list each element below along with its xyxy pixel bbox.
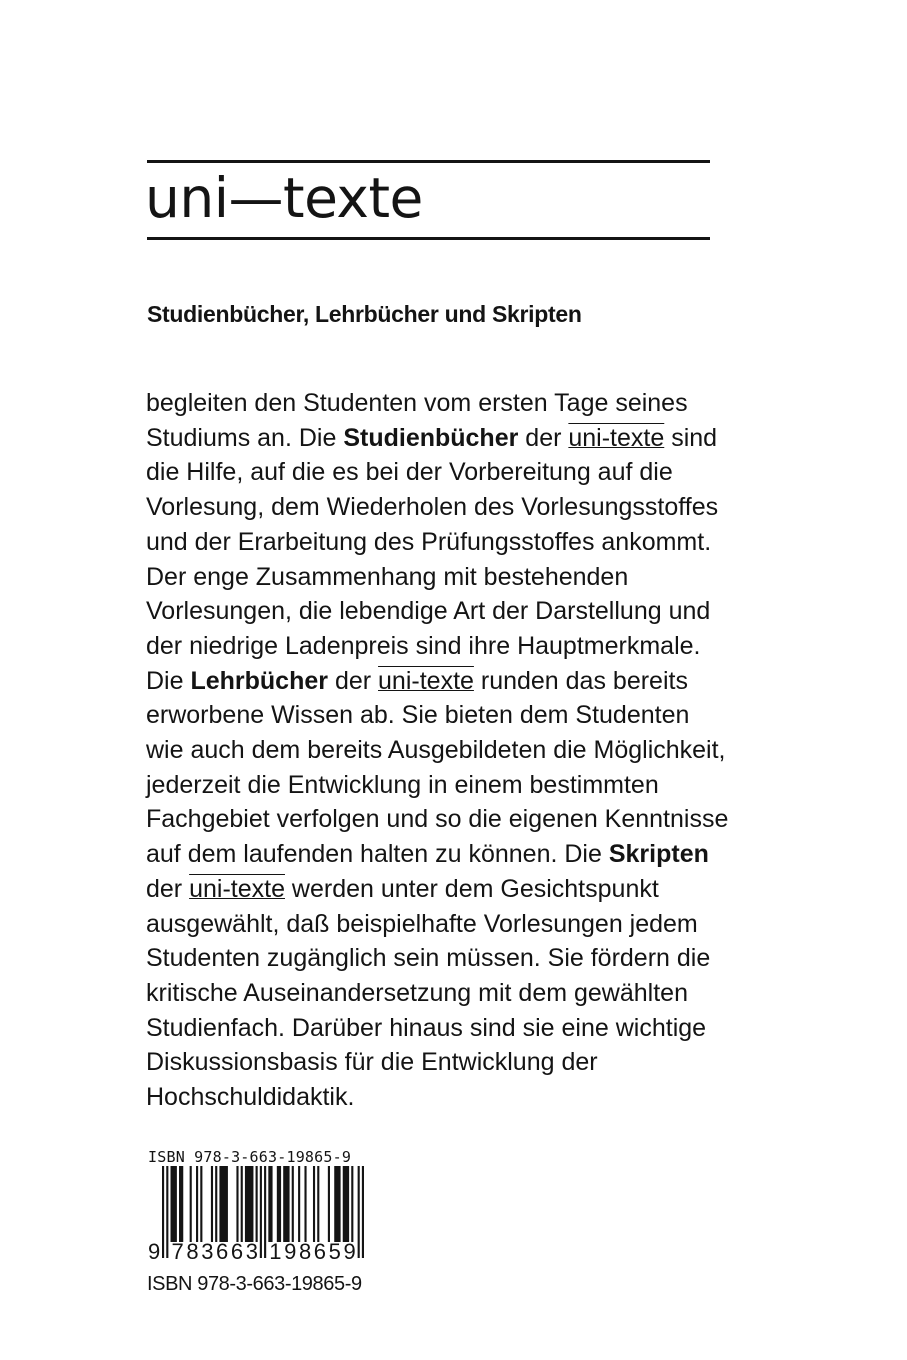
text-line: Vorlesungen, die lebendige Art der Darstellung und: [146, 597, 711, 626]
barcode-bar-12: [245, 1166, 254, 1242]
text-line: wie auch dem bereits Ausgebildeten die Möglichkeit,: [146, 736, 726, 765]
text-span: runden das bereits: [473, 666, 688, 695]
series-brand: uni-texte: [568, 423, 665, 452]
barcode-bar-2: [171, 1166, 177, 1242]
barcode-bar-25: [334, 1166, 340, 1242]
text-line: der niedrige Ladenpreis sind ihre Hauptmerkmale.: [146, 631, 701, 660]
barcode-bar-11: [241, 1166, 243, 1242]
barcode-bar-26: [343, 1166, 349, 1242]
text-line: ausgewählt, daß beispielhafte Vorlesungen jedem: [146, 909, 698, 938]
barcode-bar-3: [179, 1166, 183, 1242]
text-span: der: [146, 874, 190, 903]
text-span: sind: [664, 423, 718, 452]
barcode-bar-7: [211, 1166, 213, 1242]
text-line: Diskussionsbasis für die Entwicklung der: [146, 1048, 598, 1077]
text-line: Studienfach. Darüber hinaus sind sie eine wichtige: [146, 1013, 707, 1042]
description-paragraph: [146, 386, 786, 1115]
barcode-bar-13: [256, 1166, 258, 1242]
barcode-bar-18: [283, 1166, 289, 1242]
barcode-bar-20: [298, 1166, 300, 1242]
text-span: Studiums an. Die: [146, 423, 344, 452]
barcode-bar-10: [236, 1166, 238, 1242]
series-brand: uni-texte: [189, 874, 285, 903]
barcode-bar-21: [304, 1166, 306, 1242]
barcode-bar-16: [268, 1166, 272, 1242]
barcode-bar-19: [292, 1166, 294, 1242]
text-line: jederzeit die Entwicklung in einem bestimmten: [146, 770, 659, 799]
text-line: [146, 837, 786, 872]
barcode-bar-23: [317, 1166, 319, 1242]
barcode-bar-17: [277, 1166, 281, 1242]
text-span: der: [518, 423, 569, 452]
barcode-bar-4: [190, 1166, 192, 1242]
series-brand: uni-texte: [378, 666, 474, 695]
barcode-bar-24: [328, 1166, 330, 1242]
text-span: auf dem laufenden halten zu können. Die: [146, 840, 609, 869]
barcode-bar-9: [219, 1166, 228, 1242]
text-line: [146, 421, 786, 456]
barcode-bar-6: [200, 1166, 202, 1242]
text-line: Der enge Zusammenhang mit bestehenden: [146, 562, 629, 591]
text-line: die Hilfe, auf die es bei der Vorbereitung auf die: [146, 458, 673, 487]
text-line: [146, 872, 786, 907]
text-span: der: [328, 666, 379, 695]
barcode-bar-22: [313, 1166, 315, 1242]
keyword-studienbuecher: Studienbücher: [343, 423, 519, 452]
text-line: [146, 664, 786, 699]
text-line: Studenten zugänglich sein müssen. Sie fördern die: [146, 944, 711, 973]
barcode-bar-8: [215, 1166, 217, 1242]
barcode-bar-5: [196, 1166, 198, 1242]
series-title: uni—texte: [145, 166, 423, 230]
barcode-bar-27: [351, 1166, 353, 1242]
text-line: begleiten den Studenten vom ersten Tage seines: [146, 389, 688, 417]
text-line: Fachgebiet verfolgen und so die eigenen Kenntnisse: [146, 805, 729, 834]
text-line: kritische Auseinandersetzung mit dem gewählten: [146, 978, 688, 1007]
subtitle: Studienbücher, Lehrbücher und Skripten: [147, 301, 582, 327]
barcode-digits: 9 783663 198659: [148, 1239, 359, 1264]
text-line: und der Erarbeitung des Prüfungsstoffes ankommt.: [146, 527, 712, 556]
text-span: Die: [146, 666, 191, 695]
isbn-number: ISBN 978-3-663-19865-9: [147, 1273, 362, 1295]
text-line: erworbene Wissen ab. Sie bieten dem Studenten: [146, 701, 690, 730]
text-line: Hochschuldidaktik.: [146, 1083, 355, 1112]
barcode-isbn-caption: ISBN 978-3-663-19865-9: [148, 1148, 352, 1166]
keyword-skripten: Skripten: [608, 840, 709, 869]
text-span: werden unter dem Gesichtspunkt: [284, 874, 659, 903]
barcode-bar-29: [362, 1166, 364, 1258]
keyword-lehrbuecher: Lehrbücher: [190, 666, 328, 695]
series-rule-bottom: [147, 237, 710, 240]
text-line: Vorlesung, dem Wiederholen des Vorlesungsstoffes: [146, 493, 719, 522]
